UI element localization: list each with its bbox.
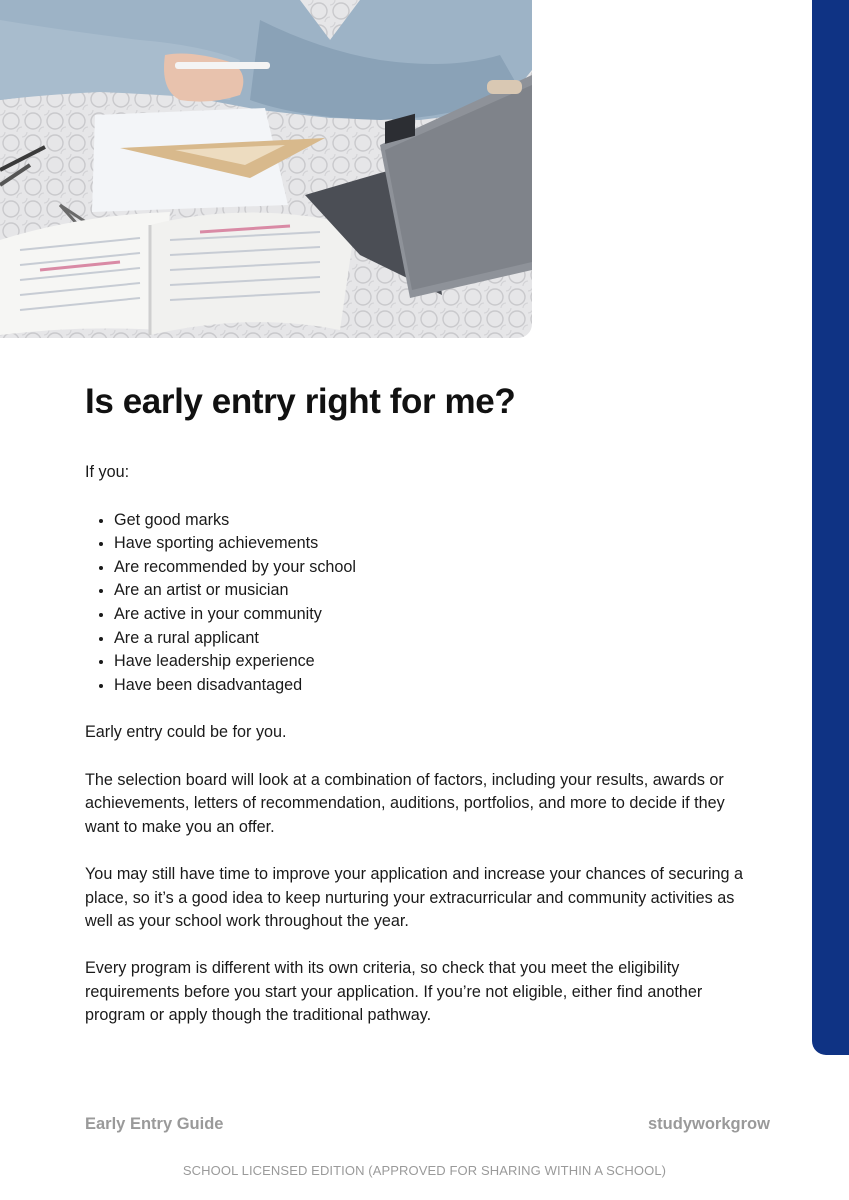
license-notice: SCHOOL LICENSED EDITION (APPROVED FOR SHARING WITHIN A SCHOOL) xyxy=(182,1163,667,1178)
list-item: • Have leadership experience xyxy=(114,650,745,674)
list-item: • Get good marks xyxy=(114,509,745,533)
paragraph-selection-board: The selection board will look at a combination of factors, including your results, awards or achievements, letters of recommendation, auditions, portfolios, and more to decide if they want to make you an offer. xyxy=(85,770,725,836)
study-desk-photo-icon xyxy=(0,0,532,338)
accent-side-bar xyxy=(812,0,849,1055)
paragraph-improve-application: You may still have time to improve your application and increase your chances of securing a place, so it’s a good idea to keep nurturing your extracurricular and community activities as well as your school work throughout the year. xyxy=(85,864,744,931)
intro-text: If you: xyxy=(85,463,130,481)
main-content xyxy=(85,461,745,1052)
paragraph-conclusion: Early entry could be for you. xyxy=(85,723,287,742)
list-item: • Have been disadvantaged xyxy=(114,674,745,698)
list-item: • Are active in your community xyxy=(114,603,745,627)
list-item: • Are a rural applicant xyxy=(114,627,745,651)
footer-guide-title: Early Entry Guide xyxy=(85,1115,224,1133)
page-title: Is early entry right for me? xyxy=(85,382,516,421)
list-item: • Are an artist or musician xyxy=(114,579,745,603)
hero-image xyxy=(0,0,532,338)
footer-brand: studyworkgrow xyxy=(648,1115,770,1133)
list-item: • Are recommended by your school xyxy=(114,556,745,580)
list-item: • Have sporting achievements xyxy=(114,532,745,556)
criteria-list xyxy=(85,509,745,698)
paragraph-eligibility: Every program is different with its own criteria, so check that you meet the eligibility requirements before you start your application. If you’re not eligible, either find another program or apply though the traditional pathway. xyxy=(85,959,703,1025)
